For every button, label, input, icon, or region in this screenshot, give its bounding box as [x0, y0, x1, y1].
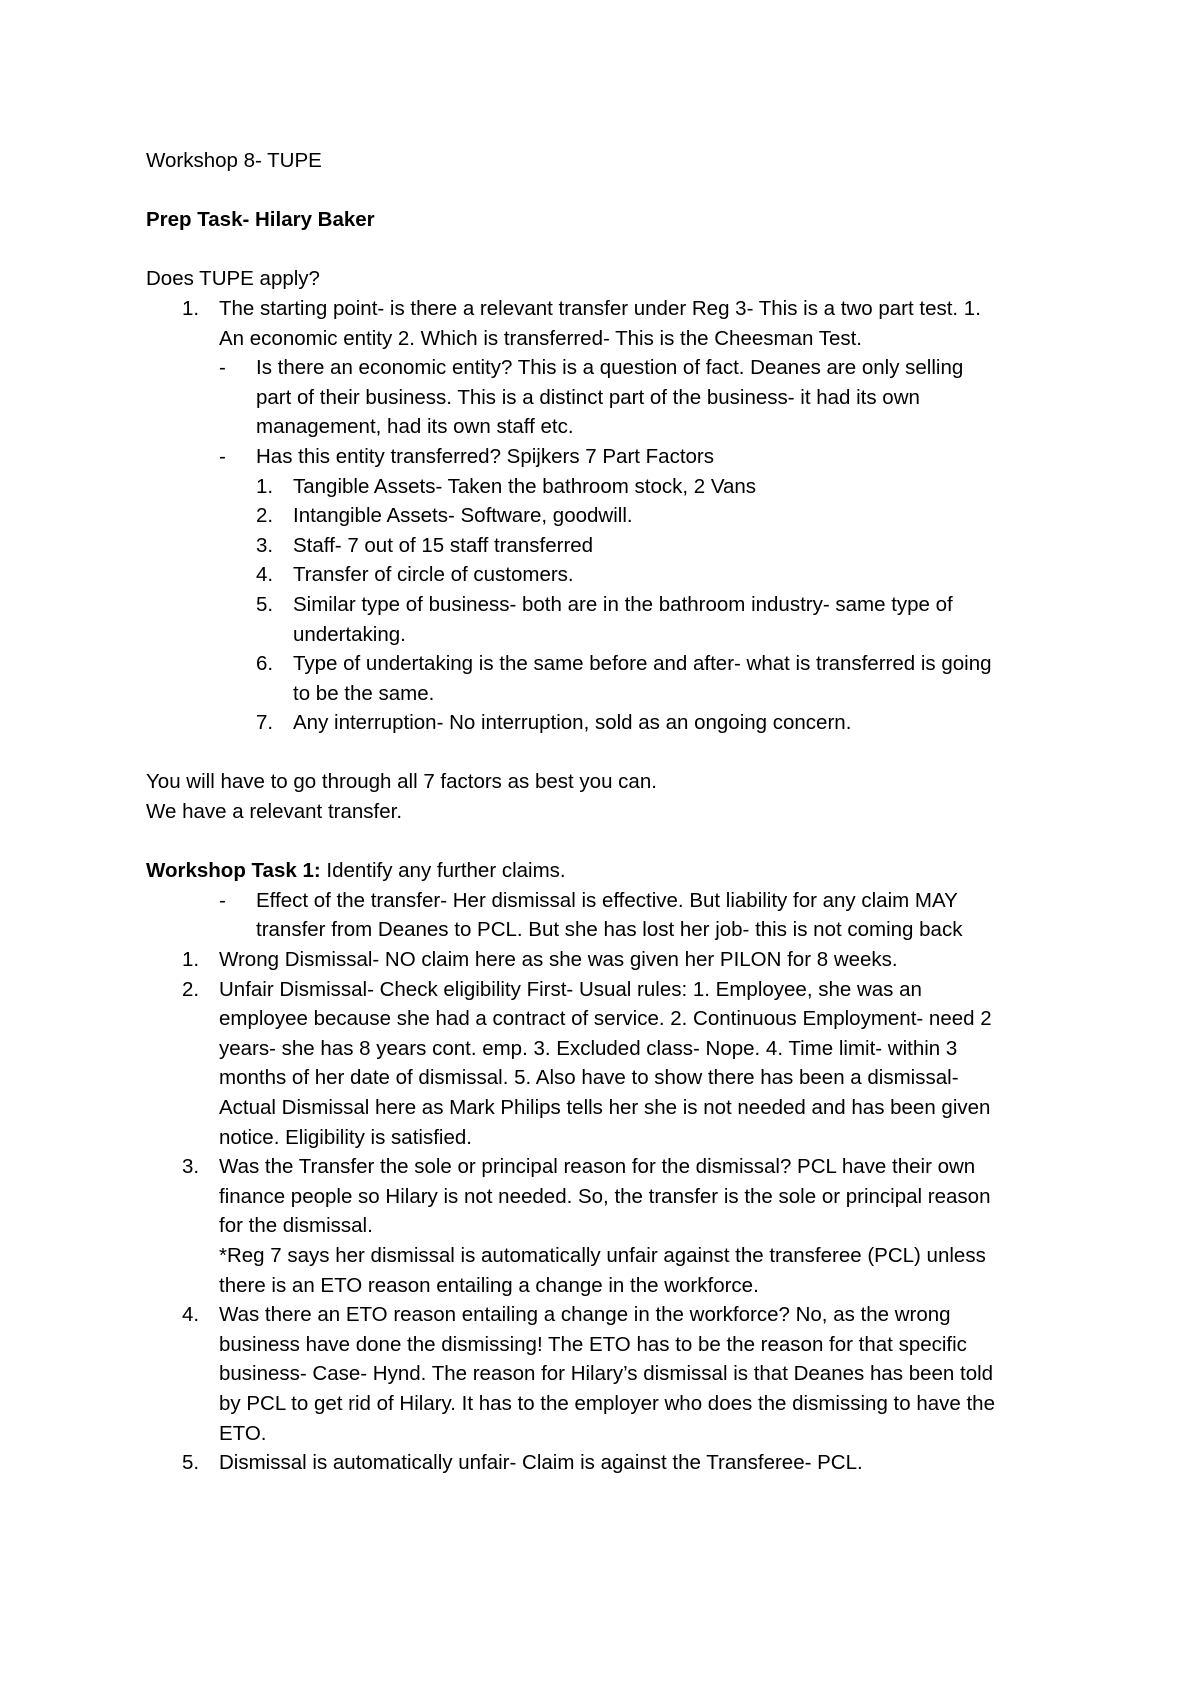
list-number: 5.	[182, 1451, 200, 1475]
list-number: 3.	[182, 1155, 200, 1179]
claim-item	[146, 975, 1086, 1153]
workshop-task-heading	[146, 856, 1086, 886]
dash-text: Is there an economic entity? This is a question of fact. Deanes are only selling	[256, 356, 964, 380]
list-number: 4.	[256, 563, 274, 587]
list-text: business- Case- Hynd. The reason for Hilary’s dismissal is that Deanes has been told	[219, 1362, 994, 1386]
spacer	[146, 738, 1086, 768]
list-number: 1.	[256, 474, 274, 498]
spijkers-factor	[146, 560, 1086, 590]
list-text: Wrong Dismissal- NO claim here as she was given her PILON for 8 weeks.	[219, 948, 898, 972]
list-number: 5.	[256, 592, 274, 616]
dash-text: management, had its own staff etc.	[256, 415, 574, 439]
dash-item	[146, 353, 1086, 442]
prep-task-heading: Prep Task- Hilary Baker	[146, 208, 375, 232]
list-number: 1.	[182, 948, 200, 972]
list-number: 2.	[256, 504, 274, 528]
list-number: 1.	[182, 296, 200, 320]
list-text: Was there an ETO reason entailing a change in the workforce? No, as the wrong	[219, 1303, 951, 1327]
list-number: 4.	[182, 1303, 200, 1327]
spijkers-factor	[146, 649, 1086, 708]
spacer	[146, 235, 1086, 265]
dash-bullet: -	[219, 888, 226, 912]
dash-text: Effect of the transfer- Her dismissal is effective. But liability for any claim MAY	[256, 888, 958, 912]
dash-text: part of their business. This is a distinct part of the business- it had its own	[256, 385, 920, 409]
list-text: for the dismissal.	[219, 1214, 373, 1238]
list-text: ETO.	[219, 1421, 267, 1445]
document-page	[146, 146, 1086, 1478]
list-text: notice. Eligibility is satisfied.	[219, 1125, 472, 1149]
dash-item	[146, 442, 1086, 472]
spijkers-factor	[146, 708, 1086, 738]
list-text: Intangible Assets- Software, goodwill.	[293, 504, 633, 528]
claim-item	[146, 1152, 1086, 1300]
list-text: there is an ETO reason entailing a change in the workforce.	[219, 1273, 759, 1297]
spacer	[146, 827, 1086, 857]
claim-item	[146, 1448, 1086, 1478]
list-text: Type of undertaking is the same before and after- what is transferred is going	[293, 652, 992, 676]
list-item	[146, 294, 1086, 353]
spijkers-factor	[146, 501, 1086, 531]
list-text: *Reg 7 says her dismissal is automatically unfair against the transferee (PCL) unless	[219, 1243, 986, 1267]
dash-text: transfer from Deanes to PCL. But she has lost her job- this is not coming back	[256, 918, 963, 942]
list-text: Actual Dismissal here as Mark Philips tells her she is not needed and has been given	[219, 1096, 991, 1119]
list-text: to be the same.	[293, 681, 435, 705]
spacer	[146, 176, 1086, 206]
workshop-task-label: Workshop Task 1:	[146, 859, 321, 883]
list-text: Similar type of business- both are in the bathroom industry- same type of	[293, 592, 953, 616]
list-text: Dismissal is automatically unfair- Claim is against the Transferee- PCL.	[219, 1451, 863, 1475]
dash-bullet: -	[219, 444, 226, 468]
list-text: undertaking.	[293, 622, 406, 646]
claim-item	[146, 945, 1086, 975]
list-text: Staff- 7 out of 15 staff transferred	[293, 533, 594, 557]
list-text: Was the Transfer the sole or principal reason for the dismissal? PCL have their own	[219, 1155, 976, 1179]
list-number: 2.	[182, 977, 200, 1001]
list-text: Any interruption- No interruption, sold as an ongoing concern.	[293, 711, 852, 735]
spijkers-factor	[146, 531, 1086, 561]
document-title: Workshop 8- TUPE	[146, 149, 322, 172]
dash-text: Has this entity transferred? Spijkers 7 Part Factors	[256, 444, 715, 468]
list-text: months of her date of dismissal. 5. Also have to show there has been a dismissal-	[219, 1066, 959, 1090]
spijkers-factor	[146, 590, 1086, 649]
list-text: Unfair Dismissal- Check eligibility First- Usual rules: 1. Employee, she was an	[219, 977, 922, 1001]
list-text: Tangible Assets- Taken the bathroom stock, 2 Vans	[293, 474, 757, 498]
spijkers-factor	[146, 472, 1086, 502]
list-number: 6.	[256, 652, 274, 676]
dash-item	[146, 886, 1086, 945]
does-tupe-apply-question: Does TUPE apply?	[146, 267, 320, 291]
workshop-task-text: Identify any further claims.	[320, 859, 566, 883]
list-text: finance people so Hilary is not needed. So, the transfer is the sole or principal reason	[219, 1184, 991, 1208]
list-text: employee because she had a contract of service. 2. Continuous Employment- need 2	[219, 1007, 992, 1031]
list-text: An economic entity 2. Which is transferred- This is the Cheesman Test.	[219, 326, 862, 350]
conclusion-line: We have a relevant transfer.	[146, 800, 403, 824]
list-text: The starting point- is there a relevant transfer under Reg 3- This is a two part test. 1.	[219, 296, 981, 320]
list-number: 3.	[256, 533, 274, 557]
list-text: business have done the dismissing! The ETO has to be the reason for that specific	[219, 1332, 967, 1356]
claim-item	[146, 1300, 1086, 1448]
dash-bullet: -	[219, 356, 226, 380]
list-text: by PCL to get rid of Hilary. It has to the employer who does the dismissing to have the	[219, 1391, 995, 1415]
list-text: years- she has 8 years cont. emp. 3. Excluded class- Nope. 4. Time limit- within 3	[219, 1036, 958, 1060]
conclusion-line: You will have to go through all 7 factors as best you can.	[146, 770, 657, 794]
list-text: Transfer of circle of customers.	[293, 563, 574, 587]
list-number: 7.	[256, 711, 274, 735]
